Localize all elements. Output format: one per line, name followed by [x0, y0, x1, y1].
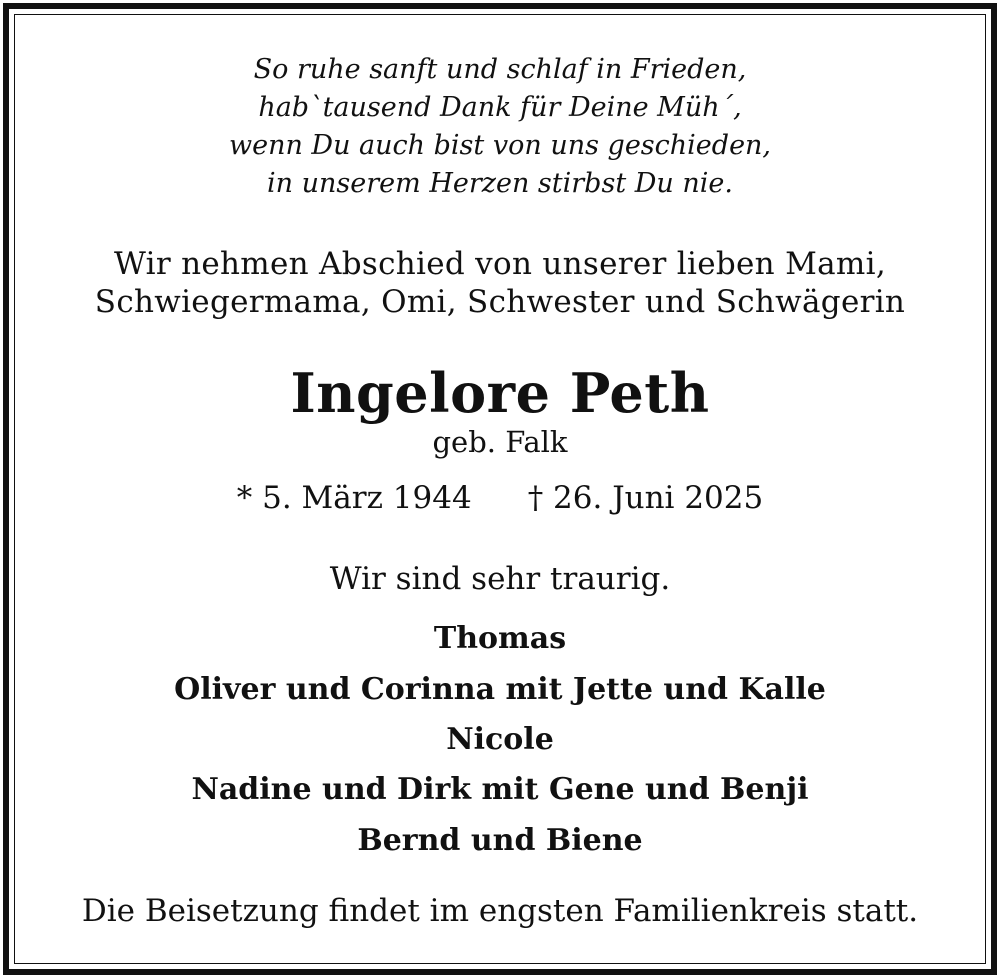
poem-line: hab`tausend Dank für Deine Müh´,	[258, 92, 742, 123]
poem-line: So ruhe sanft und schlaf in Frieden,	[253, 54, 747, 85]
sentiment-line: Wir sind sehr traurig.	[329, 561, 671, 597]
poem-line: in unserem Herzen stirbst Du nie.	[267, 168, 733, 199]
birth-name: geb. Falk	[432, 425, 568, 459]
intro-line: Wir nehmen Abschied von unserer lieben Mami,	[114, 246, 886, 282]
mourner-line: Nicole	[446, 722, 554, 757]
mourner-line: Oliver und Corinna mit Jette und Kalle	[174, 672, 826, 707]
life-dates	[20, 479, 980, 517]
mourner-line: Bernd und Biene	[357, 823, 643, 858]
closing-note: Die Beisetzung findet im engsten Familienkreis statt.	[81, 893, 919, 929]
deceased-name: Ingelore Peth	[290, 361, 710, 425]
birth-date: * 5. März 1944	[236, 480, 472, 516]
mourner-line: Nadine und Dirk mit Gene und Benji	[191, 772, 809, 807]
intro-line: Schwiegermama, Omi, Schwester und Schwägerin	[94, 284, 906, 320]
death-date: † 26. Juni 2025	[527, 480, 764, 516]
mourner-line: Thomas	[433, 621, 567, 656]
poem-line: wenn Du auch bist von uns geschieden,	[228, 130, 772, 161]
obituary-notice	[20, 20, 980, 958]
